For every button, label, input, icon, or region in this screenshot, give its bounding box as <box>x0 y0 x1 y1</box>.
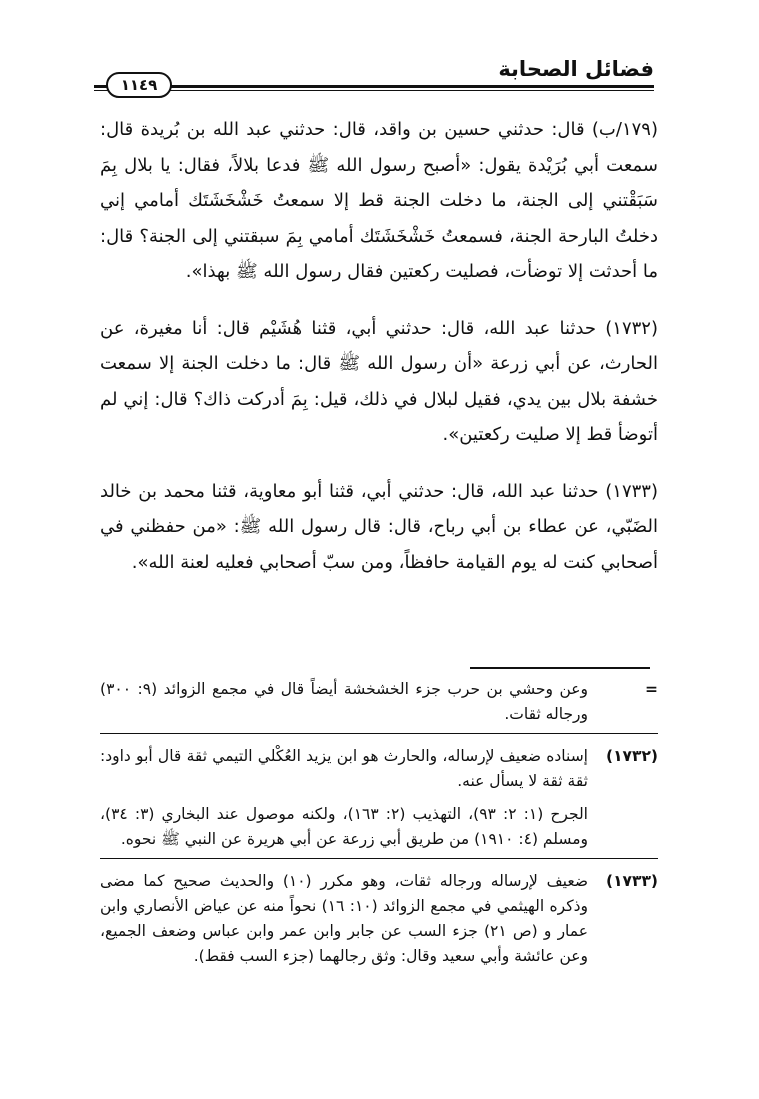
header-rule-thick <box>94 85 654 88</box>
footnote-divider <box>100 858 658 859</box>
footnote-text: الجرح (١: ٢: ٩٣)، التهذيب (٢: ١٦٣)، ولكنه موصول عند البخاري (٣: ٣٤)، ومسلم (٤: ١٩١٠) من طريق أبي زرعة عن أبي هريرة عن النبي ﷺ نحوه. <box>100 805 588 848</box>
footnote-text: وعن وحشي بن حرب جزء الخشخشة أيضاً قال في مجمع الزوائد (٩: ٣٠٠) ورجاله ثقات. <box>100 680 588 723</box>
footnote-1733 <box>100 869 658 969</box>
footnote-divider <box>100 733 658 734</box>
hadith-paragraph: (١٧٣٢) حدثنا عبد الله، قال: حدثني أبي، قثنا هُشَيْم قال: أنا مغيرة، عن الحارث، عن أبي زرعة «أن رسول الله ﷺ قال: ما دخلت الجنة إلا سمعت خشفة بلال بين يدي، فقيل لبلال في ذلك، قيل: بِمَ أدركت ذاك؟ قال: إني لم أتوضأ قط إلا صليت ركعتين». <box>100 317 658 445</box>
footnote-id: (١٧٣٢) <box>605 747 658 765</box>
page-number-badge: ١١٤٩ <box>106 72 172 98</box>
hadith-paragraph: (١٧٩/ب) قال: حدثني حسين بن واقد، قال: حدثني عبد الله بن بُريدة قال: سمعت أبي بُرَيْدة يقول: «أصبح رسول الله ﷺ فدعا بلالاً، فقال: يا بلال بِمَ سَبَقْتني إلى الجنة، ما دخلت الجنة قط إلا سمعتُ خَشْخَشَتَك أمامي إني دخلتُ البارحة الجنة، فسمعتُ خَشْخَشَتَك أمامي بِمَ سبقتني إلى الجنة؟ قال: ما أحدثت إلا توضأت، فصليت ركعتين فقال رسول الله ﷺ بهذا». <box>100 119 658 282</box>
footnotes <box>100 677 658 975</box>
main-text <box>100 112 658 580</box>
footnote-text: ضعيف لإرساله ورجاله ثقات، وهو مكرر (١٠) والحديث صحيح كما مضى وذكره الهيثمي في مجمع الزوائد (١٠: ١٦) نحواً منه عن عياض الأنصاري وابن عمار و (ص ٢١) جزء السب عن جابر وابن عمر وابن عباس وضعف الجميع، وعن عائشة وأبي سعيد وقال: وثق رجالهما (جزء السب فقط). <box>100 872 588 965</box>
hadith-paragraph: (١٧٣٣) حدثنا عبد الله، قال: حدثني أبي، قثنا أبو معاوية، قثنا محمد بن خالد الضَبّي، عن عطاء بن أبي رباح، قال: قال رسول الله ﷺ: «من حفظني في أصحابي كنت له يوم القيامة حافظاً، ومن سبّ أصحابي فعليه لعنة الله». <box>100 480 658 573</box>
footnote-id: (١٧٣٣) <box>605 872 658 890</box>
header-rule-thin <box>94 90 654 91</box>
footnote-separator <box>470 667 650 669</box>
footnote-continuation <box>100 677 658 727</box>
book-title: فضائل الصحابة <box>498 57 654 81</box>
footnote-text: إسناده ضعيف لإرساله، والحارث هو ابن يزيد العُكْلي التيمي ثقة قال أبو داود: ثقة ثقة لا يسأل عنه. <box>100 747 588 790</box>
page-header <box>94 55 654 101</box>
footnote-1732 <box>100 744 658 852</box>
footnote-marker: = <box>645 680 658 698</box>
